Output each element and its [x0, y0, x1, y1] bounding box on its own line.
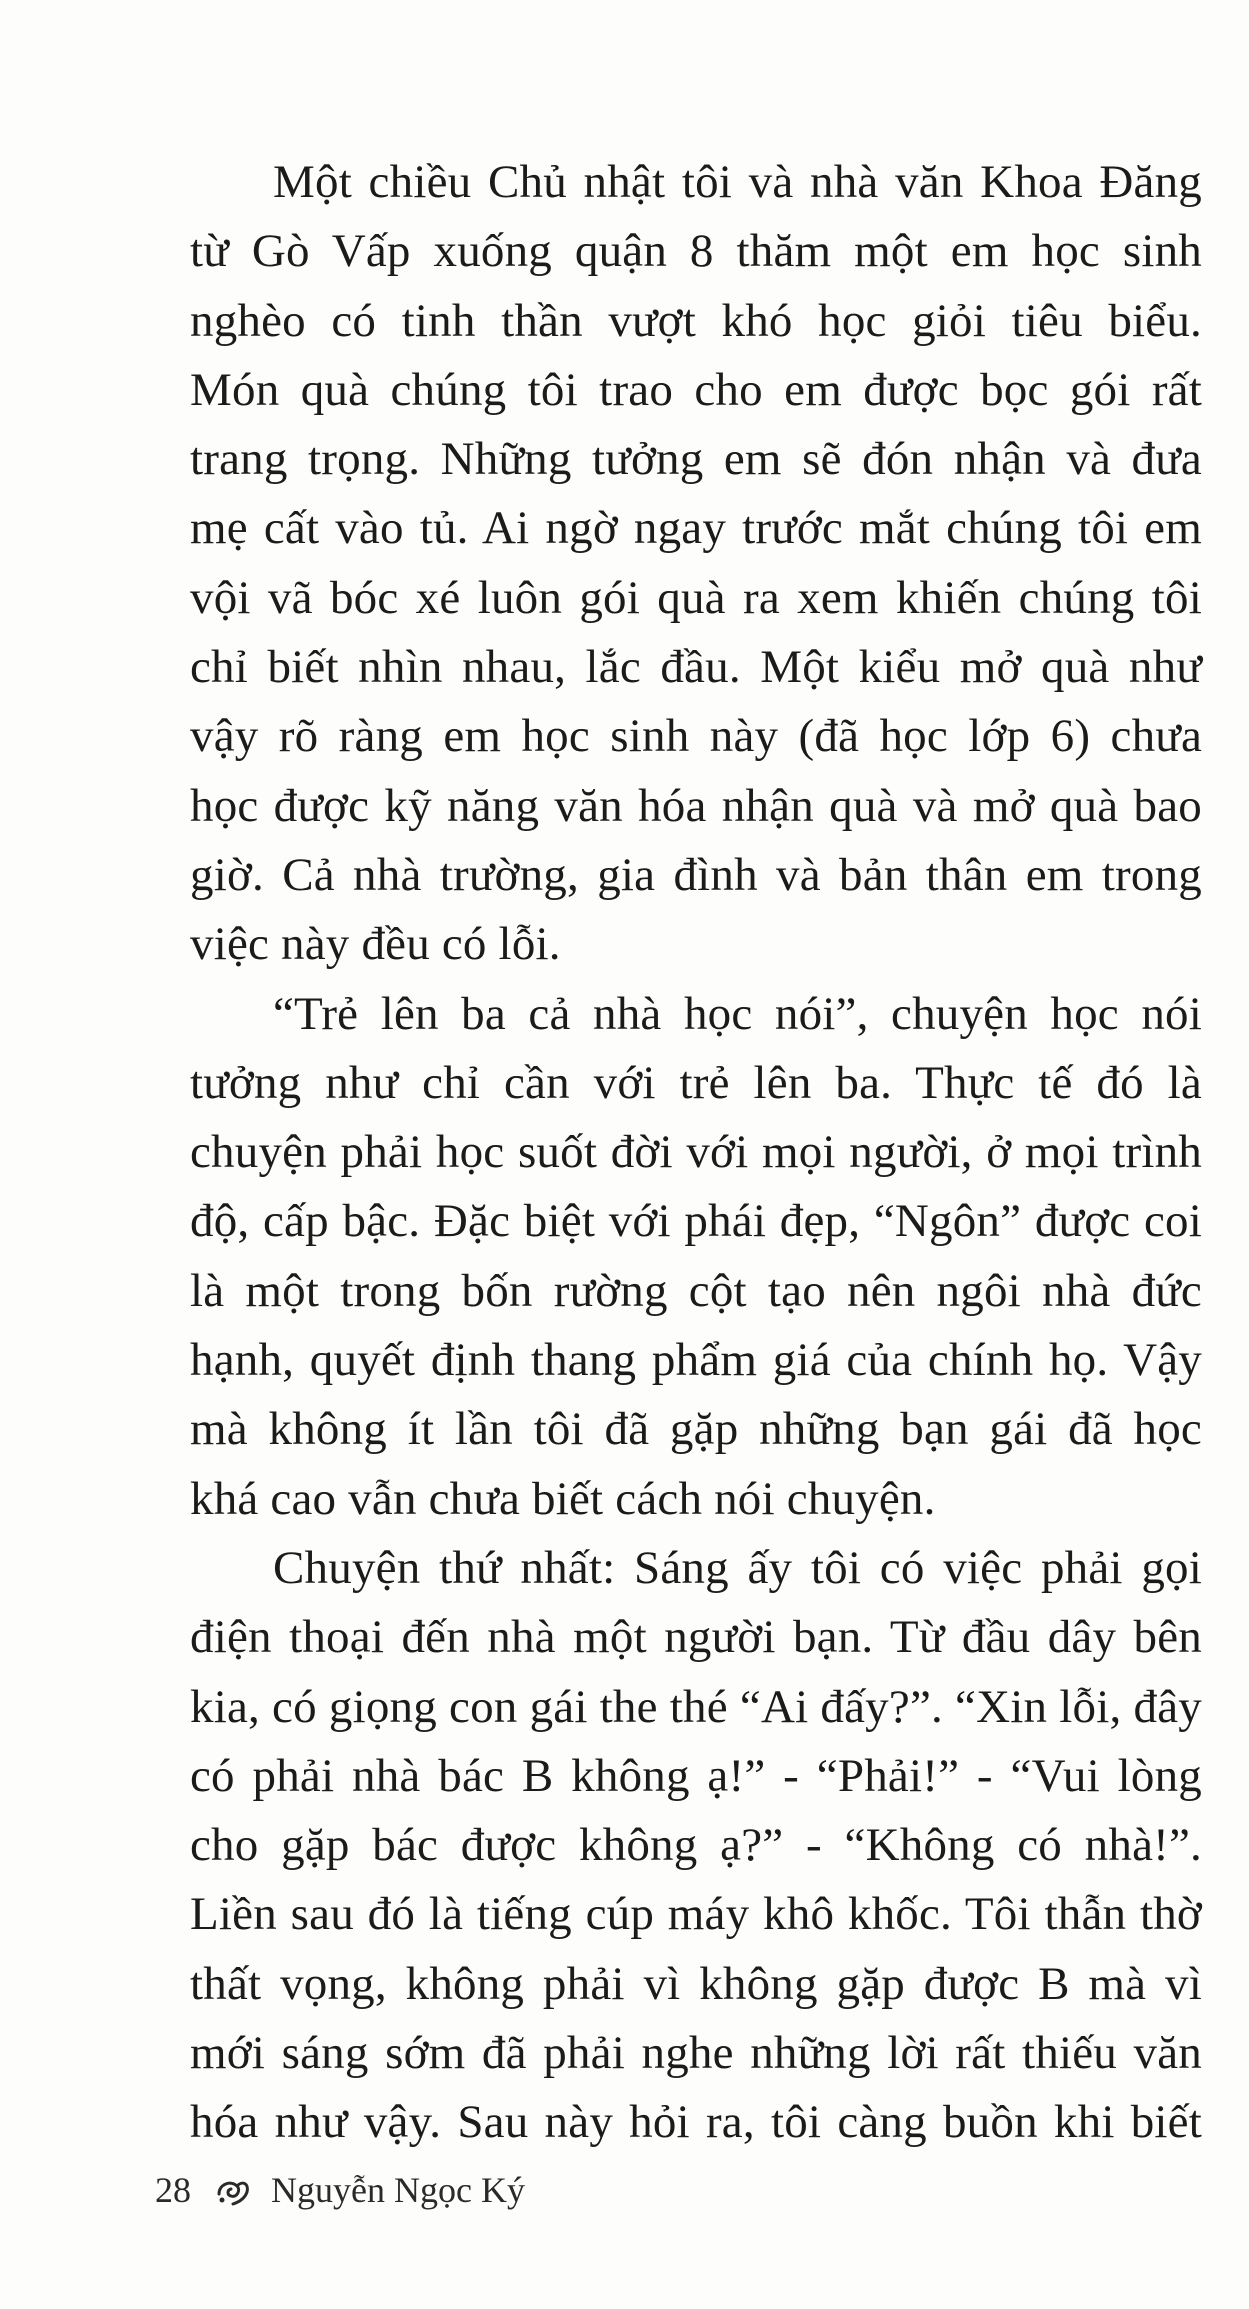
text-line: Một chiều Chủ nhật tôi và nhà văn Khoa Đăng — [273, 156, 1202, 208]
text-line: có phải nhà bác B không ạ!” - “Phải!” - “Vui lòng — [190, 1749, 1202, 1802]
text-line: khá cao vẫn chưa biết cách nói chuyện. — [190, 1472, 936, 1525]
text-line: cho gặp bác được không ạ?” - “Không có nhà!”. — [190, 1819, 1202, 1872]
author-name: Nguyễn Ngọc Ký — [271, 2170, 525, 2210]
text-line: giờ. Cả nhà trường, gia đình và bản thân em trong — [190, 848, 1202, 901]
text-line: chỉ biết nhìn nhau, lắc đầu. Một kiểu mở quà như — [190, 641, 1202, 694]
text-line: hóa như vậy. Sau này hỏi ra, tôi càng buồn khi biết — [190, 2096, 1202, 2149]
text-line: tưởng như chỉ cần với trẻ lên ba. Thực tế đó là — [190, 1056, 1202, 1109]
text-line: từ Gò Vấp xuống quận 8 thăm một em học sinh — [190, 225, 1202, 278]
text-line: việc này đều có lỗi. — [190, 918, 561, 971]
body-text — [190, 148, 1202, 2158]
flourish-ornament-icon — [213, 2170, 253, 2210]
page-footer — [155, 2160, 525, 2220]
text-line: kia, có giọng con gái the thé “Ai đấy?”. “Xin lỗi, đây — [190, 1680, 1202, 1733]
text-line: mà không ít lần tôi đã gặp những bạn gái đã học — [190, 1403, 1202, 1456]
text-line: điện thoại đến nhà một người bạn. Từ đầu dây bên — [190, 1611, 1202, 1664]
text-line: là một trong bốn rường cột tạo nên ngôi nhà đức — [190, 1264, 1202, 1317]
text-line: thất vọng, không phải vì không gặp được B mà vì — [190, 1957, 1202, 2010]
text-line: Chuyện thứ nhất: Sáng ấy tôi có việc phải gọi — [273, 1541, 1202, 1594]
text-line: mẹ cất vào tủ. Ai ngờ ngay trước mắt chúng tôi em — [190, 502, 1202, 555]
text-line: hạnh, quyết định thang phẩm giá của chính họ. Vậy — [190, 1334, 1202, 1387]
page-number: 28 — [155, 2170, 191, 2210]
text-line: học được kỹ năng văn hóa nhận quà và mở quà bao — [190, 779, 1202, 832]
text-line: mới sáng sớm đã phải nghe những lời rất thiếu văn — [190, 2027, 1202, 2080]
text-line: “Trẻ lên ba cả nhà học nói”, chuyện học nói — [273, 987, 1202, 1040]
text-line: chuyện phải học suốt đời với mọi người, ở mọi trình — [190, 1126, 1202, 1179]
text-line: Liền sau đó là tiếng cúp máy khô khốc. Tôi thẫn thờ — [190, 1888, 1202, 1941]
text-line: trang trọng. Những tưởng em sẽ đón nhận và đưa — [190, 433, 1202, 486]
text-line: vội vã bóc xé luôn gói quà ra xem khiến chúng tôi — [190, 571, 1202, 624]
text-line: vậy rõ ràng em học sinh này (đã học lớp 6) chưa — [190, 710, 1202, 763]
text-line: độ, cấp bậc. Đặc biệt với phái đẹp, “Ngôn” được coi — [190, 1195, 1202, 1248]
text-line: Món quà chúng tôi trao cho em được bọc gói rất — [190, 363, 1202, 416]
text-line: nghèo có tinh thần vượt khó học giỏi tiêu biểu. — [190, 294, 1202, 347]
